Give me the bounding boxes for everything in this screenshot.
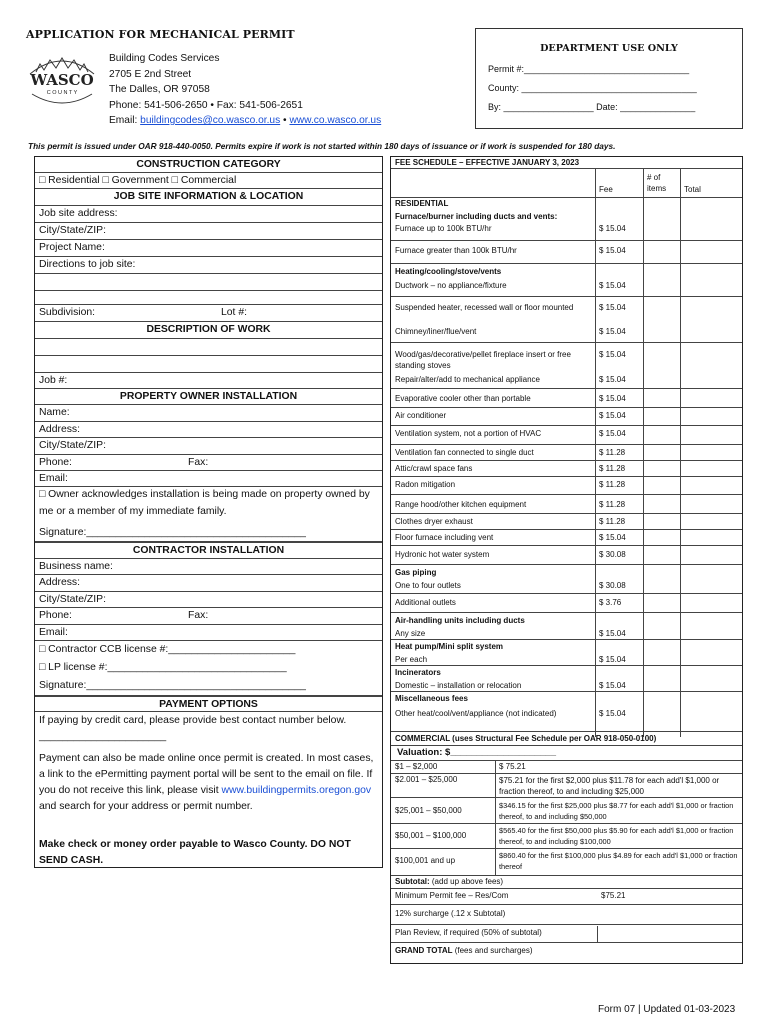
- table-rule: [391, 593, 742, 594]
- table-rule: [391, 888, 742, 889]
- table-rule: [391, 564, 742, 565]
- description-line-2[interactable]: [35, 356, 382, 373]
- by-date-field[interactable]: By: __________________ Date: _______________: [488, 102, 696, 112]
- owner-phone-label: Phone:: [39, 457, 72, 468]
- lp-license-field[interactable]: □ LP license #:_______________________________: [39, 662, 287, 673]
- table-rule: [391, 407, 742, 408]
- online-payment-text: Payment can also be made online once permit is created. In most cases, a link to the ePermitting payment portal will be sent to the email on file. If you do not receive this link, please visit www.buildingpermits.oregon.gov and search for your address or permit number.: [39, 753, 374, 812]
- table-rule: [595, 197, 596, 737]
- lot-label: Lot #:: [221, 307, 247, 318]
- table-rule: [391, 444, 742, 445]
- email-link[interactable]: buildingcodes@co.wasco.or.us: [140, 115, 281, 126]
- table-rule: [391, 460, 742, 461]
- applicant-section: [34, 156, 383, 868]
- table-rule: [391, 240, 742, 241]
- owner-email-field[interactable]: Email:: [35, 471, 382, 487]
- table-rule: [391, 388, 742, 389]
- owner-installation-header: PROPERTY OWNER INSTALLATION: [35, 389, 382, 405]
- wasco-county-logo: [24, 52, 100, 110]
- office-address: [109, 51, 381, 129]
- table-rule: [391, 797, 742, 798]
- owner-phone-row[interactable]: [35, 455, 382, 471]
- credit-card-contact-field[interactable]: If paying by credit card, please provide best contact number below. ______________________: [39, 715, 347, 742]
- directions-line-2[interactable]: [35, 274, 382, 291]
- directions-line-3[interactable]: [35, 291, 382, 305]
- table-rule: [391, 760, 742, 761]
- table-rule: [680, 169, 681, 737]
- table-rule: [595, 169, 596, 197]
- contractor-phone-row[interactable]: [35, 608, 382, 625]
- contractor-header: CONTRACTOR INSTALLATION: [35, 542, 382, 559]
- table-rule: [391, 942, 742, 943]
- business-name-field[interactable]: Business name:: [35, 559, 382, 575]
- table-rule: [391, 513, 742, 514]
- table-rule: [391, 545, 742, 546]
- owner-name-field[interactable]: Name:: [35, 405, 382, 422]
- subdivision-label: Subdivision:: [39, 307, 96, 318]
- table-rule: [391, 263, 742, 264]
- contractor-fax-label: Fax:: [188, 610, 209, 621]
- owner-address-field[interactable]: Address:: [35, 422, 382, 438]
- contractor-phone-label: Phone:: [39, 610, 72, 621]
- form-footer: Form 07 | Updated 01-03-2023: [598, 1004, 736, 1015]
- directions-field[interactable]: Directions to job site:: [35, 257, 382, 274]
- table-rule: [643, 169, 644, 737]
- total-column-header: Total: [684, 185, 701, 194]
- description-header: DESCRIPTION OF WORK: [35, 322, 382, 339]
- logo-text: WASCO: [30, 71, 94, 89]
- table-rule: [391, 731, 742, 732]
- table-rule: [597, 926, 598, 942]
- owner-acknowledge-checkbox[interactable]: □ Owner acknowledges installation is being made on property owned by me or a member of my immediate family.: [39, 489, 370, 517]
- table-rule: [495, 760, 496, 875]
- job-number-field[interactable]: Job #:: [35, 373, 382, 389]
- table-rule: [391, 612, 742, 613]
- table-rule: [391, 342, 742, 343]
- owner-fax-label: Fax:: [188, 457, 209, 468]
- category-checkboxes[interactable]: □ Residential □ Government □ Commercial: [35, 173, 382, 189]
- contractor-email-field[interactable]: Email:: [35, 625, 382, 641]
- project-name-field[interactable]: Project Name:: [35, 240, 382, 257]
- job-city-field[interactable]: City/State/ZIP:: [35, 223, 382, 240]
- table-rule: [391, 296, 742, 297]
- table-rule: [391, 924, 742, 925]
- table-rule: [391, 904, 742, 905]
- permit-number-field[interactable]: Permit #:_________________________________: [488, 64, 690, 74]
- logo-subtext: C O U N T Y: [46, 90, 78, 96]
- permit-notice: This permit is issued under OAR 918-440-0050. Permits expire if work is not started within 180 days of issuance or if work is suspended for 180 days.: [28, 141, 616, 151]
- table-rule: [391, 476, 742, 477]
- contractor-city-field[interactable]: City/State/ZIP:: [35, 592, 382, 608]
- website-link[interactable]: www.co.wasco.or.us: [289, 115, 382, 126]
- form-title: APPLICATION FOR MECHANICAL PERMIT: [26, 28, 295, 41]
- table-rule: [391, 875, 742, 876]
- items-column-header: # of items: [647, 173, 667, 193]
- table-rule: [391, 745, 742, 746]
- table-rule: [391, 691, 742, 692]
- dept-title: DEPARTMENT USE ONLY: [540, 43, 678, 54]
- check-payable-text: Make check or money order payable to Wasco County. DO NOT SEND CASH.: [39, 839, 351, 866]
- street: 2705 E 2nd Street: [109, 68, 192, 80]
- contractor-address-field[interactable]: Address:: [35, 575, 382, 592]
- subdivision-row[interactable]: [35, 305, 382, 322]
- table-rule: [391, 773, 742, 774]
- owner-signature-field[interactable]: Signature:______________________________________: [35, 523, 382, 542]
- job-site-header: JOB SITE INFORMATION & LOCATION: [35, 189, 382, 206]
- table-rule: [391, 168, 742, 169]
- contact-line: Email: buildingcodes@co.wasco.or.us • www.co.wasco.or.us: [109, 115, 382, 126]
- county-field[interactable]: County: ___________________________________: [488, 83, 697, 93]
- table-rule: [391, 823, 742, 824]
- table-rule: [391, 425, 742, 426]
- owner-city-field[interactable]: City/State/ZIP:: [35, 438, 382, 455]
- construction-category-header: CONSTRUCTION CATEGORY: [35, 157, 382, 173]
- description-line-1[interactable]: [35, 339, 382, 356]
- city: The Dalles, OR 97058: [109, 84, 210, 95]
- phone-fax: Phone: 541-506-2650 • Fax: 541-506-2651: [109, 99, 303, 111]
- payment-options-header: PAYMENT OPTIONS: [35, 696, 382, 712]
- ccb-license-field[interactable]: □ Contractor CCB license #:______________________: [39, 644, 296, 655]
- table-rule: [391, 494, 742, 495]
- table-rule: [391, 639, 742, 640]
- org-name: Building Codes Services: [109, 53, 220, 64]
- epermitting-link[interactable]: www.buildingpermits.oregon.gov: [221, 785, 372, 796]
- table-rule: [391, 197, 742, 198]
- fee-schedule-table: FEE SCHEDULE – EFFECTIVE JANUARY 3, 2023 Fee # of items Total RESIDENTIAL Furnace/burner including ducts and vents: Furnace up to 100k BTU/hr $ 15.04 Furnace greater than 100k BTU/hr $ 15.04 Heating/cooling/stove/vents Ductwork – no appliance/fixture $ 15.04 Suspended heater, recessed wall or floor mounted $ 15.04 Chimney/liner/flue/vent $ 15.04 Wood/gas/decorative/pellet fireplace insert or free standing stoves $ 15.04 Repair/alter/add to mechanical appliance $ 15.04 Evaporative cooler other than portable $ 15.04 Air conditioner $ 15.04 Ventilation system, not a portion of HVAC $ 15.04 Ventilation fan connected to single duct $ 11.28 Attic/crawl space fans $ 11.28 Radon mitigation $ 11.28 Range hood/other kitchen equipment $ 11.28 Clothes dryer exhaust $ 11.28 Floor furnace including vent $ 15.04 Hydronic hot water system $ 30.08 Gas piping One to four outlets $ 30.08 Additional outlets $ 3.76 Air-handling units including ducts Any size $ 15.04 Heat pump/Mini split system Per each $ 15.04 Incinerators Domestic – installation or relocation $ 15.04 Miscellaneous fees Other heat/cool/vent/appliance (not indicated) $ 15.04 COMMERCIAL (uses Structural Fee Schedule per OAR 918-050-0100) Valuation: $____________________ $1 – $2,000 $ 75.21 $2.001 – $25,000 $75.21 for the first $2,000 plus $11.78 for each add'l $1,000 or fraction thereof, to and including $25,000 $25,001 – $50,000 $346.15 for the first $25,000 plus $8.77 for each add'l $1,000 or fraction thereof, to and including $50,000 $50,001 – $100,000 $565.40 for the first $50,000 plus $5.90 for each add'l $1,000 or fraction thereof, to and including $100,000 $100,001 and up $860.40 for the first $100,000 plus $4.89 for each add'l $1,000 or fraction thereof Subtotal: (add up above fees) Minimum Permit fee – Res/Com $75.21 12% surcharge (.12 x Subtotal) Plan Review, if required (50% of subtotal) GRAND TOTAL (fees and surcharges): [390, 156, 743, 964]
- table-rule: [391, 848, 742, 849]
- department-use-box: [475, 28, 743, 129]
- contractor-signature-field[interactable]: Signature:______________________________________: [35, 677, 382, 696]
- job-site-address-field[interactable]: Job site address:: [35, 206, 382, 223]
- table-rule: [391, 665, 742, 666]
- table-rule: [391, 529, 742, 530]
